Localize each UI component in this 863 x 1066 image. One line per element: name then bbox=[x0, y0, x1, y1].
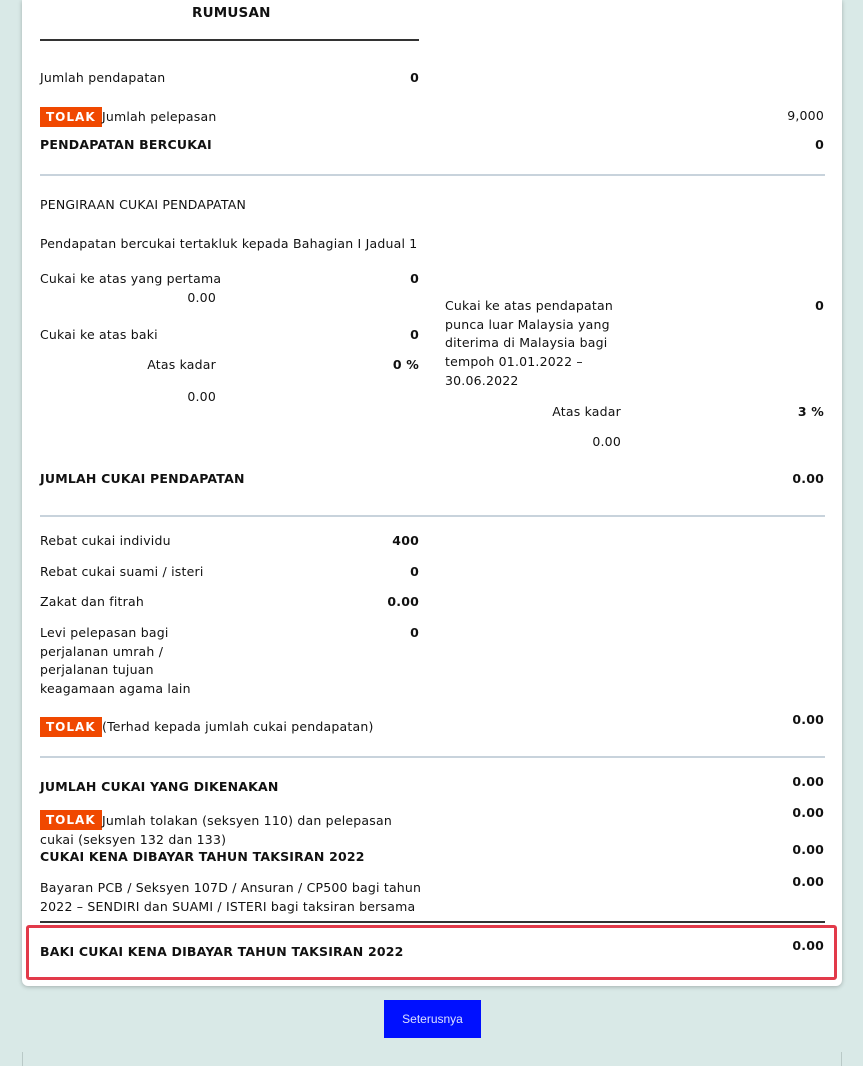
pcb-value: 0.00 bbox=[792, 874, 824, 889]
total-income-label: Jumlah pendapatan bbox=[40, 70, 166, 85]
tax-calc-heading: PENGIRAAN CUKAI PENDAPATAN bbox=[40, 197, 247, 212]
foreign-income-line: punca luar Malaysia yang bbox=[445, 317, 610, 332]
individual-rebate-label: Rebat cukai individu bbox=[40, 533, 171, 548]
next-button[interactable]: Seterusnya bbox=[384, 1000, 481, 1038]
balance-payable-label: BAKI CUKAI KENA DIBAYAR TAHUN TAKSIRAN 2022 bbox=[40, 944, 404, 959]
levy-line: perjalanan umrah / bbox=[40, 644, 164, 659]
total-income-value: 0 bbox=[410, 70, 419, 85]
foreign-rate-value: 3 % bbox=[797, 404, 824, 419]
balance-tax-value: 0 bbox=[410, 327, 419, 342]
deduction-value: 0.00 bbox=[792, 805, 824, 820]
divider bbox=[40, 756, 825, 758]
foreign-income-line: tempoh 01.01.2022 – bbox=[445, 354, 583, 369]
schedule-note: Pendapatan bercukai tertakluk kepada Bahagian I Jadual 1 bbox=[40, 236, 418, 251]
zakat-label: Zakat dan fitrah bbox=[40, 594, 144, 609]
foreign-income-line: diterima di Malaysia bagi bbox=[445, 335, 608, 350]
divider bbox=[40, 174, 825, 176]
next-panel-edge bbox=[22, 1052, 842, 1066]
rate-label: Atas kadar bbox=[147, 357, 216, 372]
total-tax-value: 0.00 bbox=[792, 471, 824, 486]
tolak-badge: TOLAK bbox=[40, 717, 102, 737]
balance-payable-value: 0.00 bbox=[792, 938, 824, 953]
levy-line: keagamaan agama lain bbox=[40, 681, 191, 696]
individual-rebate-value: 400 bbox=[392, 533, 419, 548]
spouse-rebate-label: Rebat cukai suami / isteri bbox=[40, 564, 204, 579]
levy-line: perjalanan tujuan bbox=[40, 662, 154, 677]
total-divider bbox=[40, 921, 825, 923]
first-tax-value: 0 bbox=[410, 271, 419, 286]
tolak-badge: TOLAK bbox=[40, 810, 102, 830]
first-tax-amount: 0.00 bbox=[187, 290, 216, 305]
levy-value: 0 bbox=[410, 625, 419, 640]
charged-tax-label: JUMLAH CUKAI YANG DIKENAKAN bbox=[40, 779, 279, 794]
summary-title: RUMUSAN bbox=[192, 5, 271, 21]
title-divider bbox=[40, 39, 419, 41]
spouse-rebate-value: 0 bbox=[410, 564, 419, 579]
levy-line: Levi pelepasan bagi bbox=[40, 625, 169, 640]
foreign-tax-amount: 0.00 bbox=[592, 434, 621, 449]
balance-tax-label: Cukai ke atas baki bbox=[40, 327, 158, 342]
pcb-line: 2022 – SENDIRI dan SUAMI / ISTERI bagi taksiran bersama bbox=[40, 899, 416, 914]
deduction-line: cukai (seksyen 132 dan 133) bbox=[40, 832, 227, 847]
total-tax-label: JUMLAH CUKAI PENDAPATAN bbox=[40, 471, 245, 486]
zakat-value: 0.00 bbox=[387, 594, 419, 609]
pcb-line: Bayaran PCB / Seksyen 107D / Ansuran / CP500 bagi tahun bbox=[40, 880, 422, 895]
balance-tax-amount: 0.00 bbox=[187, 389, 216, 404]
limited-label: (Terhad kepada jumlah cukai pendapatan) bbox=[102, 719, 374, 734]
relief-value: 9,000 bbox=[787, 108, 824, 123]
payable-tax-label: CUKAI KENA DIBAYAR TAHUN TAKSIRAN 2022 bbox=[40, 849, 365, 864]
first-tax-label: Cukai ke atas yang pertama bbox=[40, 271, 222, 286]
rate-value: 0 % bbox=[392, 357, 419, 372]
chargeable-income-value: 0 bbox=[815, 137, 824, 152]
relief-label: Jumlah pelepasan bbox=[102, 109, 217, 124]
payable-tax-value: 0.00 bbox=[792, 842, 824, 857]
divider bbox=[40, 515, 825, 517]
foreign-income-line: Cukai ke atas pendapatan bbox=[445, 298, 613, 313]
chargeable-income-label: PENDAPATAN BERCUKAI bbox=[40, 137, 212, 152]
deduction-line: Jumlah tolakan (seksyen 110) dan pelepasan bbox=[102, 813, 392, 828]
foreign-income-value: 0 bbox=[815, 298, 824, 313]
foreign-income-line: 30.06.2022 bbox=[445, 373, 519, 388]
limited-value: 0.00 bbox=[792, 712, 824, 727]
charged-tax-value: 0.00 bbox=[792, 774, 824, 789]
foreign-rate-label: Atas kadar bbox=[552, 404, 621, 419]
tolak-badge: TOLAK bbox=[40, 107, 102, 127]
